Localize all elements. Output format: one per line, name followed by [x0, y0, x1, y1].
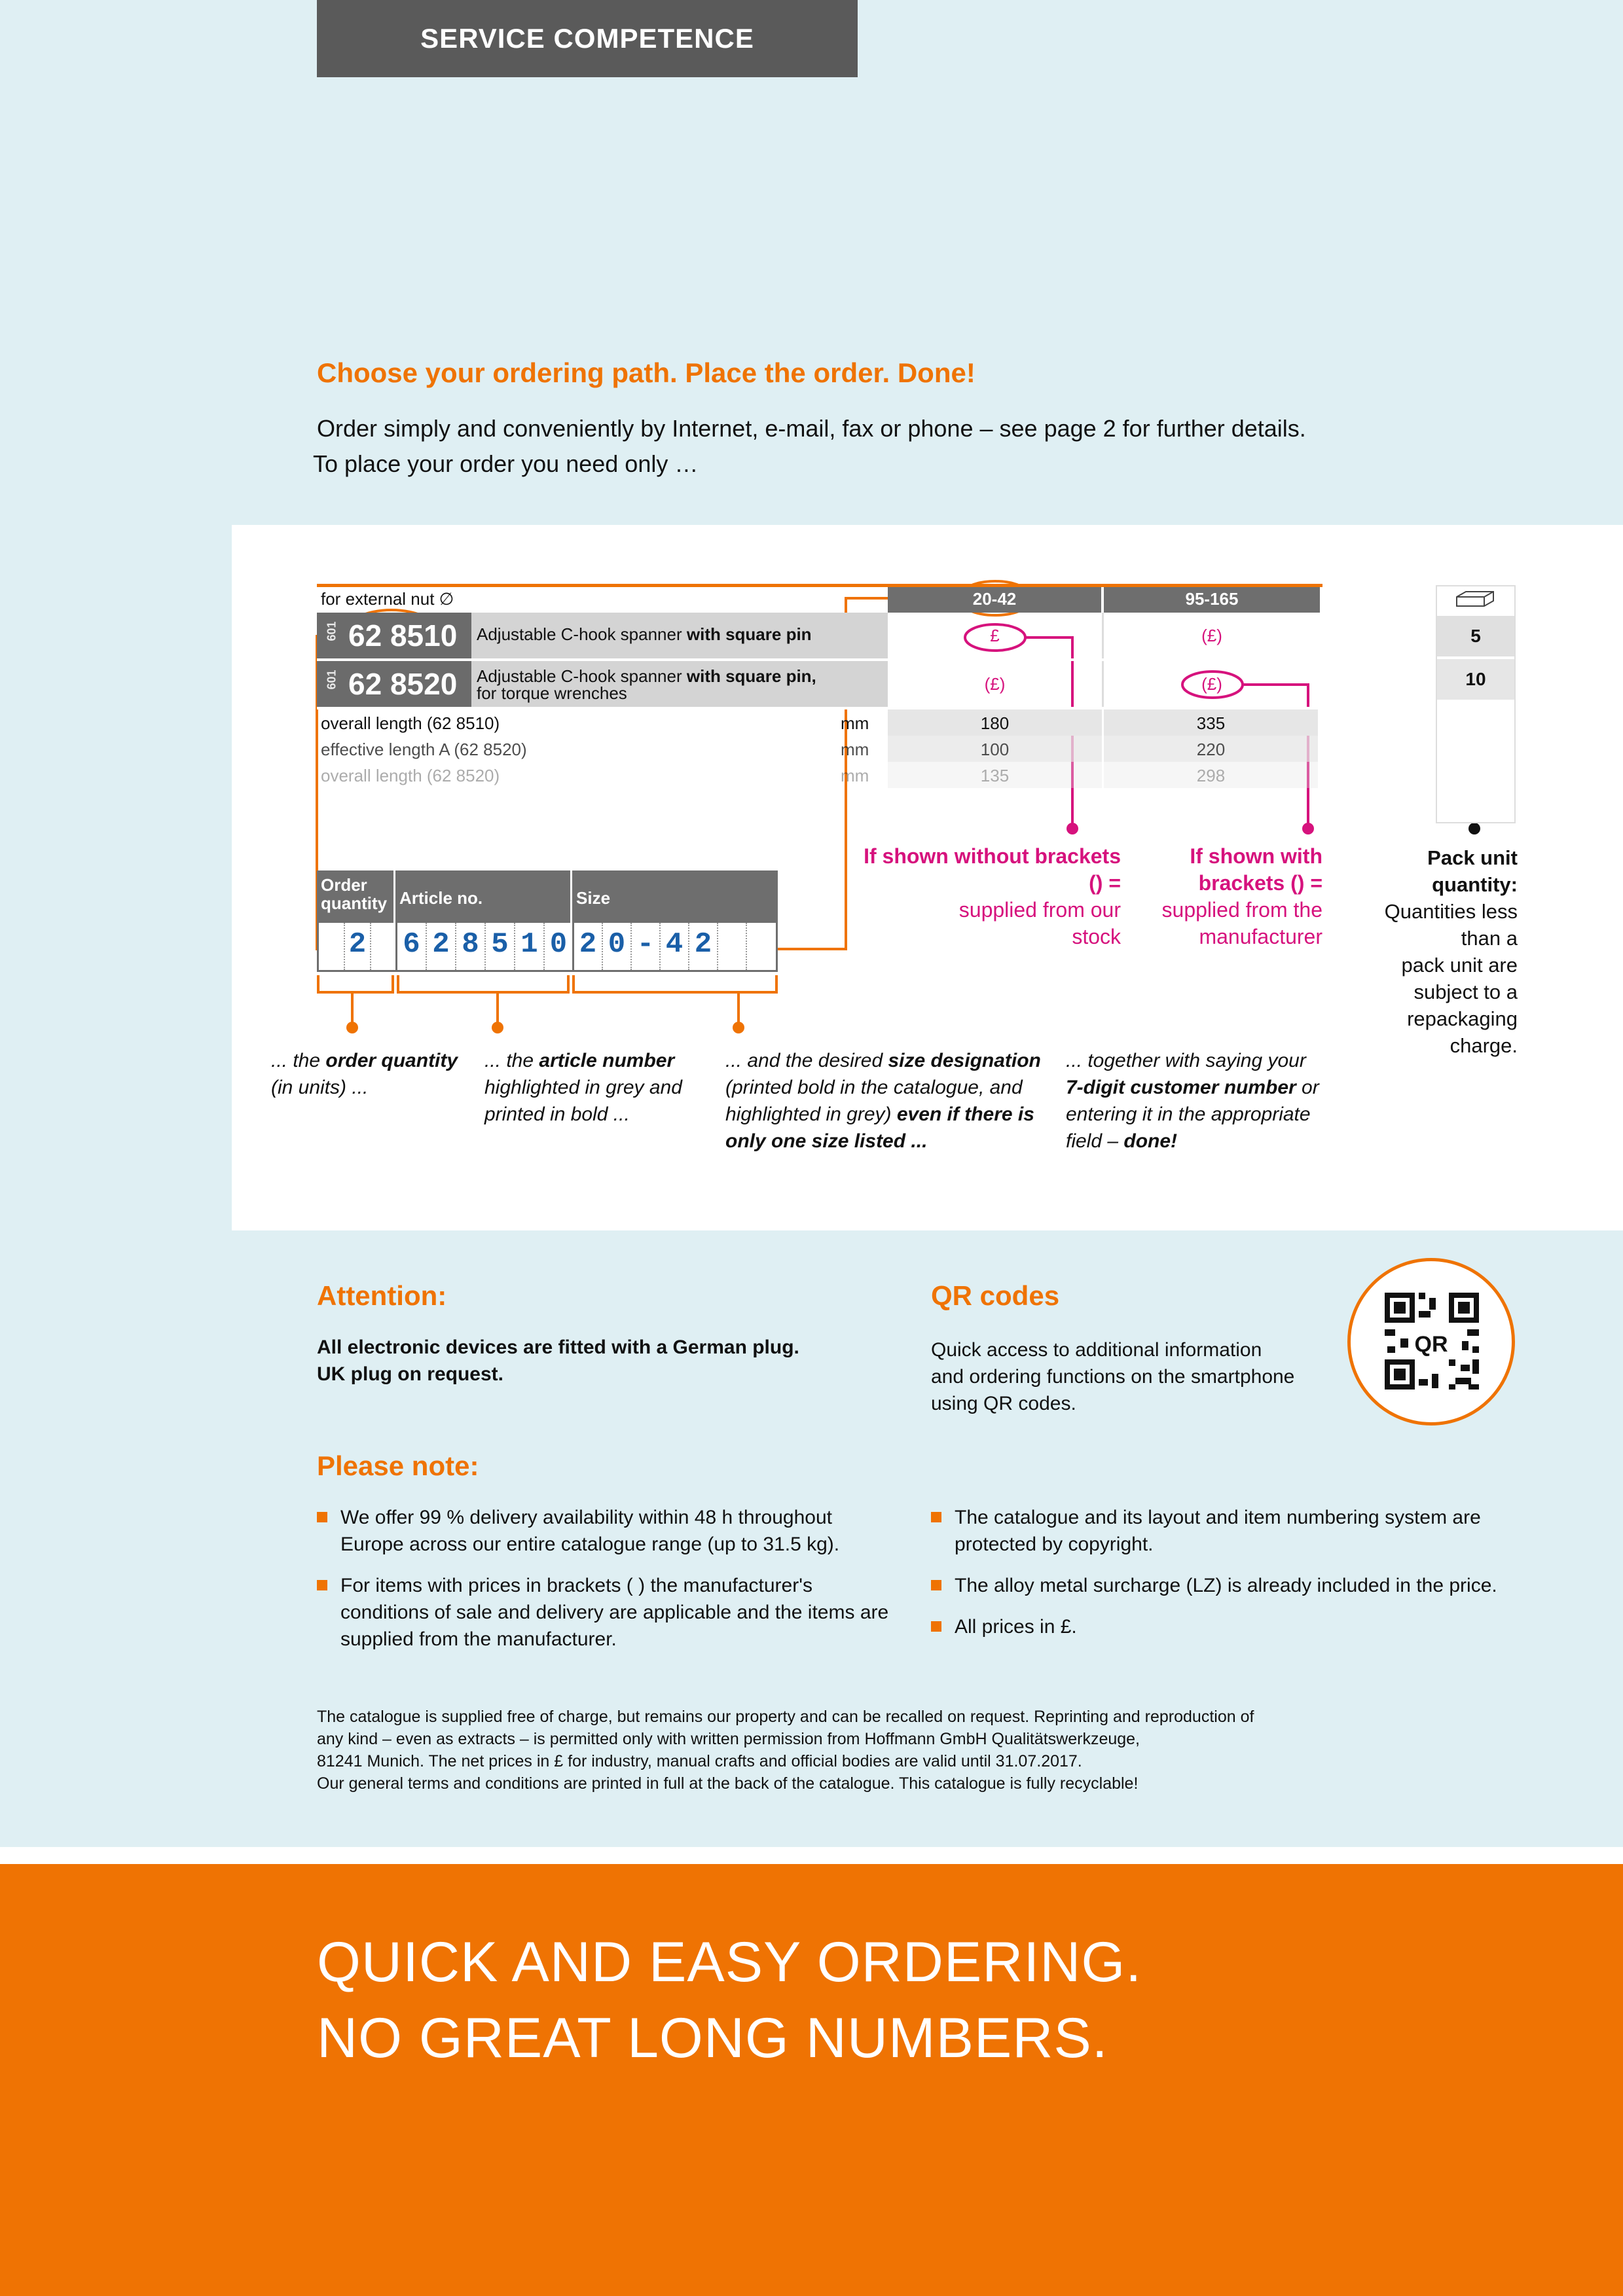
- order-form-header: [317, 870, 778, 923]
- attention-line: UK plug on request.: [317, 1363, 503, 1385]
- callout-customer-number: ... together with saying your 7-digit customer number or entering it in the appropriate field – done!: [1066, 1050, 1319, 1152]
- bracket-qty: [318, 975, 393, 992]
- desc-normal: Adjustable C-hook spanner: [477, 666, 687, 686]
- dot-size: [733, 1022, 744, 1033]
- dot-qty: [346, 1022, 358, 1033]
- qr-line: and ordering functions on the smartphone: [931, 1366, 1295, 1388]
- note-text: supplied from our: [958, 898, 1121, 922]
- attention-title: Attention:: [317, 1280, 447, 1311]
- attention-text: [317, 1334, 906, 1388]
- size-digit-box[interactable]: [747, 923, 775, 970]
- list-item: We offer 99 % delivery availability within 48 h throughout Europe across our entire catalogue range (up to 31.5 kg).: [317, 1504, 893, 1558]
- dimension-value: 220: [1104, 736, 1320, 762]
- desc-bold: with square pin,: [686, 666, 816, 686]
- size-column-1: 20-42: [888, 584, 1104, 613]
- size-digit-box[interactable]: [718, 923, 747, 970]
- col-order-quantity: Order quantity: [317, 870, 395, 923]
- dimension-value: 335: [1104, 709, 1320, 736]
- desc-normal: Adjustable C-hook spanner: [477, 624, 687, 644]
- price-cell: (£): [1201, 625, 1222, 645]
- bracket-article: [398, 975, 568, 992]
- dimension-value: 100: [888, 736, 1104, 762]
- article-number: 62 8510: [348, 619, 458, 653]
- dimension-label: overall length (62 8510): [321, 713, 500, 733]
- qr-text: [931, 1336, 1337, 1417]
- price-cell: £: [888, 613, 1104, 658]
- pack-line: repackaging: [1407, 1007, 1518, 1030]
- legal-line: The catalogue is supplied free of charge, but remains our property and can be recalled on request. Reprinting and reproduction of: [317, 1708, 1254, 1726]
- pack-unit-column: [1436, 585, 1516, 823]
- size-digit-box[interactable]: -: [632, 923, 661, 970]
- order-form: [317, 870, 778, 972]
- attention-line: All electronic devices are fitted with a German plug.: [317, 1336, 799, 1358]
- desc-bold: with square pin: [686, 624, 812, 644]
- box-icon: [1437, 586, 1514, 613]
- size-digit-box[interactable]: 2: [689, 923, 718, 970]
- section-tag-label: SERVICE COMPETENCE: [420, 23, 754, 54]
- qty-box[interactable]: [371, 923, 397, 970]
- order-form-boxes[interactable]: [317, 923, 778, 972]
- article-description: [471, 613, 888, 658]
- band-separator: [0, 1847, 1623, 1864]
- list-item: All prices in £.: [931, 1613, 1533, 1640]
- legal-line: any kind – even as extracts – is permitted only with written permission from Hoffmann GmbH Qualitätswerkzeuge,: [317, 1730, 1140, 1748]
- dot-stock: [1067, 823, 1078, 834]
- article-digit-box[interactable]: 8: [456, 923, 486, 970]
- size-digit-box[interactable]: 4: [661, 923, 689, 970]
- dimension-row: [317, 709, 1322, 736]
- legal-notice: [317, 1706, 1430, 1795]
- dot-pack: [1468, 823, 1480, 834]
- qr-badge: QR: [1414, 1332, 1448, 1357]
- callout-order-quantity: ... the order quantity (in units) ...: [271, 1050, 458, 1098]
- pack-unit-note: [1355, 844, 1518, 1059]
- dimension-unit: mm: [841, 766, 869, 785]
- product-table: [317, 584, 1322, 788]
- banner-line: NO GREAT LONG NUMBERS.: [317, 2007, 1108, 2070]
- article-digit-box[interactable]: 1: [515, 923, 545, 970]
- pack-value: 10: [1437, 659, 1514, 700]
- article-row: [317, 661, 1322, 709]
- bracket-size: [574, 975, 776, 992]
- article-digit-box[interactable]: 0: [545, 923, 574, 970]
- pack-line: charge.: [1450, 1034, 1518, 1057]
- pack-line: than a: [1461, 927, 1518, 950]
- dimension-unit: mm: [841, 740, 869, 759]
- please-note-list-left: [317, 1504, 893, 1667]
- qr-line: Quick access to additional information: [931, 1339, 1262, 1361]
- note-title: If shown with: [1190, 844, 1322, 868]
- legal-line: Our general terms and conditions are printed in full at the back of the catalogue. This catalogue is fully recyclable!: [317, 1774, 1139, 1793]
- pack-line: subject to a: [1413, 980, 1518, 1003]
- qr-title: QR codes: [931, 1280, 1060, 1311]
- please-note-title: Please note:: [317, 1450, 479, 1481]
- article-side-code: 601: [325, 670, 338, 690]
- dimension-value: 135: [888, 762, 1104, 788]
- callout-size-designation: ... and the desired size designation (printed bold in the catalogue, and highlighted in grey) even if there is only one size listed ...: [725, 1050, 1041, 1152]
- intro-line-1: Order simply and conveniently by Internet, e-mail, fax or phone – see page 2 for further details.: [317, 415, 1306, 442]
- note-with-brackets: [1139, 843, 1322, 950]
- dimension-row: [317, 762, 1322, 788]
- col-size: Size: [576, 888, 611, 908]
- note-text: stock: [1072, 925, 1121, 948]
- article-number: 62 8520: [348, 667, 458, 701]
- note-text: manufacturer: [1199, 925, 1322, 948]
- list-item: The catalogue and its layout and item numbering system are protected by copyright.: [931, 1504, 1533, 1558]
- page-headline: Choose your ordering path. Place the order. Done!: [317, 357, 976, 388]
- article-digit-box[interactable]: 2: [427, 923, 456, 970]
- qr-line: using QR codes.: [931, 1393, 1076, 1414]
- list-item: For items with prices in brackets ( ) the manufacturer's conditions of sale and delivery are applicable and the items are supplied from the manufacturer.: [317, 1572, 893, 1653]
- desc-extra: for torque wrenches: [477, 683, 627, 703]
- size-digit-box[interactable]: 0: [603, 923, 632, 970]
- pack-line: Quantities less: [1384, 900, 1518, 923]
- note-without-brackets: [845, 843, 1121, 950]
- dot-article: [492, 1022, 503, 1033]
- article-side-code: 601: [325, 621, 338, 641]
- banner-text: [317, 1924, 1142, 2076]
- article-description: [471, 661, 888, 707]
- pack-value: 5: [1437, 616, 1514, 656]
- article-digit-box[interactable]: 5: [486, 923, 515, 970]
- list-item: The alloy metal surcharge (LZ) is already included in the price.: [931, 1572, 1533, 1599]
- intro-line-2: To place your order you need only …: [313, 450, 699, 477]
- article-number-cell: [317, 613, 471, 658]
- product-table-header: [317, 584, 1322, 613]
- qr-code-icon: [1347, 1258, 1515, 1426]
- header-rule: [317, 584, 1322, 587]
- dimension-value: 180: [888, 709, 1104, 736]
- article-number-cell: [317, 661, 471, 707]
- dimension-row: [317, 736, 1322, 762]
- note-title: If shown without brackets: [864, 844, 1121, 868]
- article-digit-box[interactable]: 6: [397, 923, 427, 970]
- pack-title: quantity:: [1432, 873, 1518, 896]
- callout-article-number: ... the article number highlighted in grey and printed in bold ...: [484, 1050, 682, 1125]
- banner-line: QUICK AND EASY ORDERING.: [317, 1931, 1142, 1994]
- dimension-value: 298: [1104, 762, 1320, 788]
- please-note-list-right: [931, 1504, 1533, 1655]
- note-symbol: () =: [1089, 871, 1121, 895]
- legal-line: 81241 Munich. The net prices in £ for industry, manual crafts and official bodies are valid until 31.07.2017.: [317, 1752, 1082, 1770]
- dimension-label: overall length (62 8520): [321, 766, 500, 785]
- dimension-label: effective length A (62 8520): [321, 740, 527, 759]
- dimension-unit: mm: [841, 713, 869, 733]
- article-row: [317, 613, 1322, 661]
- note-text: supplied from the: [1161, 898, 1322, 922]
- pack-line: pack unit are: [1401, 954, 1518, 977]
- qty-box[interactable]: 2: [345, 923, 371, 970]
- size-column-2: 95-165: [1104, 584, 1320, 613]
- price-cell: (£): [1201, 673, 1222, 694]
- note-title: brackets () =: [1198, 871, 1322, 895]
- qty-box[interactable]: [319, 923, 345, 970]
- header-label: for external nut ∅: [321, 589, 454, 609]
- size-digit-box[interactable]: 2: [574, 923, 603, 970]
- dot-manufacturer: [1302, 823, 1314, 834]
- col-article-no: Article no.: [395, 870, 572, 923]
- price-cell: (£): [888, 661, 1104, 707]
- pack-title: Pack unit: [1427, 846, 1518, 869]
